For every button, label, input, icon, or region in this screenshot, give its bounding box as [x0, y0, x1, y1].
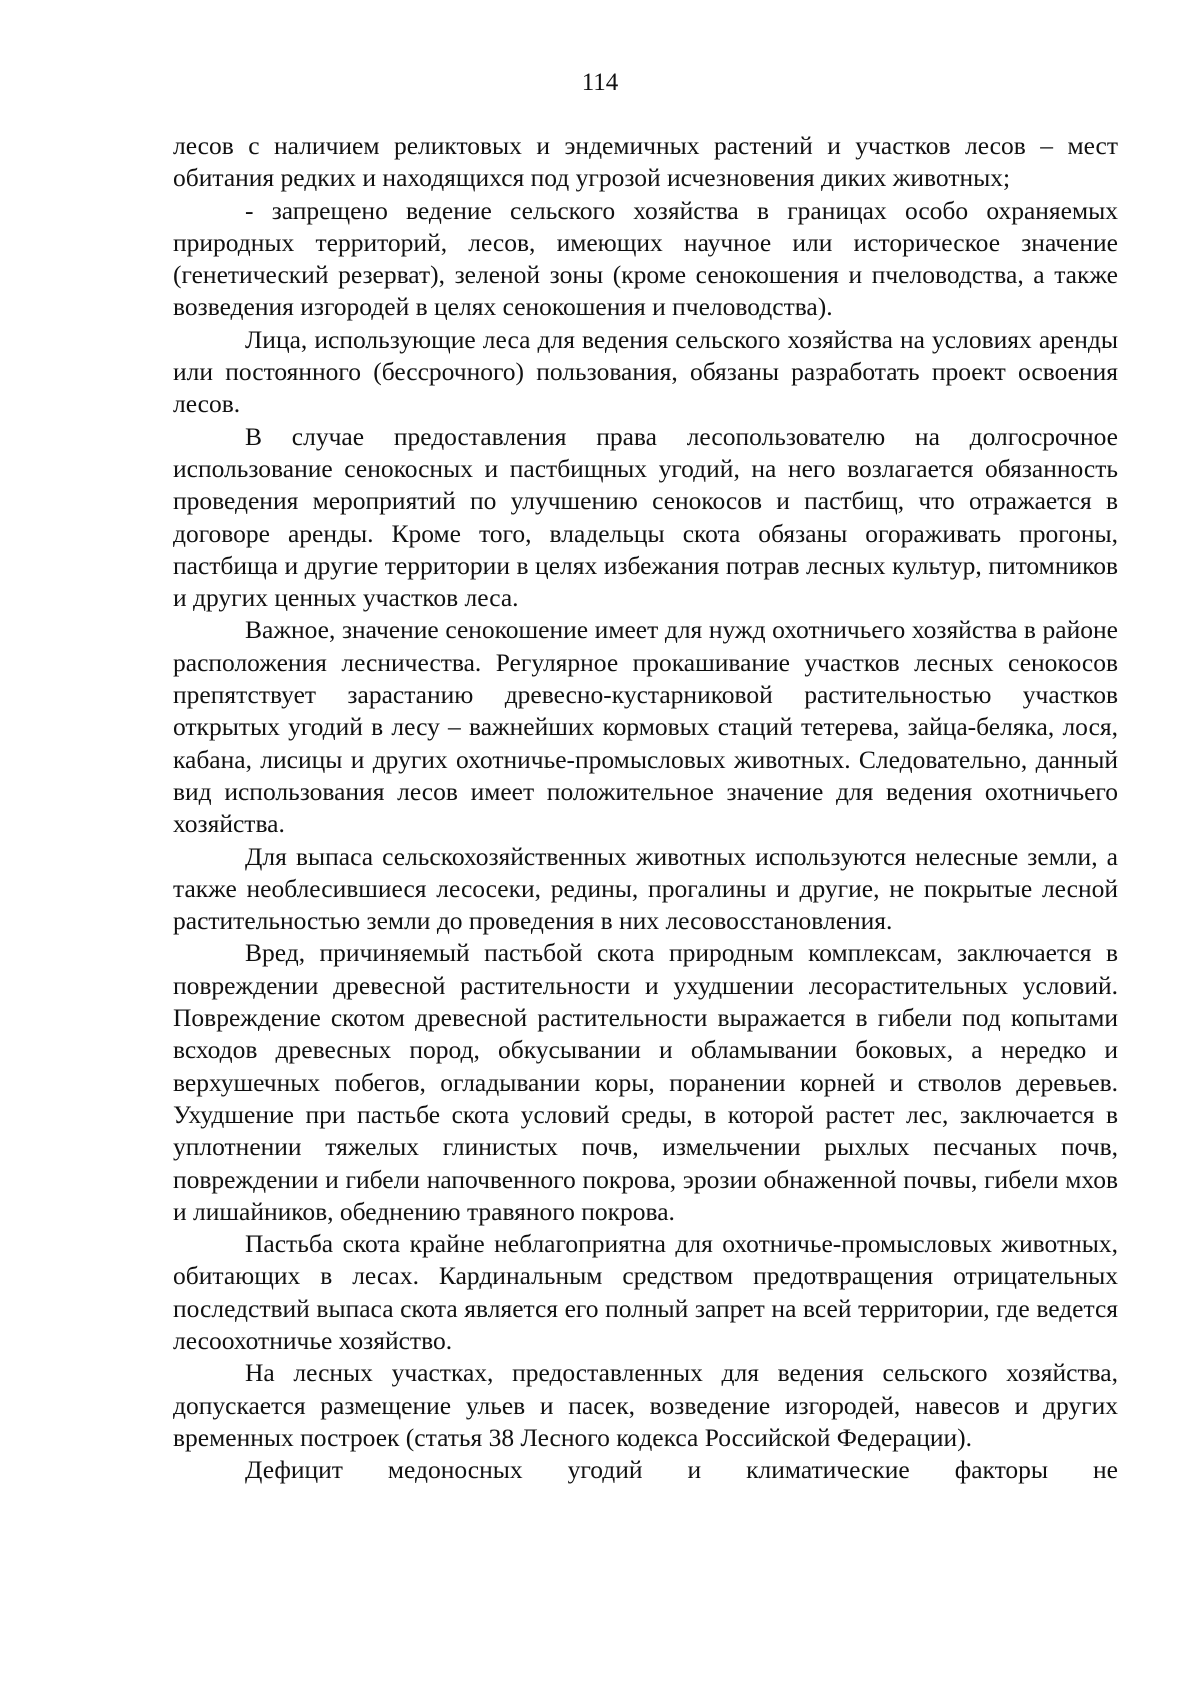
paragraph: В случае предоставления права лесопользователю на долгосрочное использование сенокосных и пастбищных угодий, на него возлагается обязанность проведения мероприятий по улучшению сенокосов и пастбищ, что отражается в договоре аренды. Кроме того, владельцы скота обязаны огораживать прогоны, пастбища и другие территории в целях избежания потрав лесных культур, питомников и других ценных участков леса. [173, 421, 1118, 613]
document-body [173, 130, 1118, 1486]
list-item-paragraph: - запрещено ведение сельского хозяйства в границах особо охраняемых природных территорий, лесов, имеющих научное или историческое значение (генетический резерват), зеленой зоны (кроме сенокошения и пчеловодства, а также возведения изгородей в целях сенокошения и пчеловодства). [173, 195, 1118, 322]
paragraph: Для выпаса сельскохозяйственных животных используются нелесные земли, а также необлесившиеся лесосеки, редины, прогалины и другие, не покрытые лесной растительностью земли до проведения в них лесовосстановления. [173, 841, 1118, 936]
paragraph: Пастьба скота крайне неблагоприятна для охотничье-промысловых животных, обитающих в лесах. Кардинальным средством предотвращения отрицательных последствий выпаса скота является его полный запрет на всей территории, где ведется лесоохотничье хозяйство. [173, 1229, 1118, 1355]
paragraph: Вред, причиняемый пастьбой скота природным комплексам, заключается в повреждении древесной растительности и ухудшении лесорастительных условий. Повреждение скотом древесной растительности выражается в гибели под копытами всходов древесных пород, обкусывании и обламывании боковых, а нередко и верхушечных побегов, огладывании коры, поранении корней и стволов деревьев. Ухудшение при пастьбе скота условий среды, в которой растет лес, заключается в уплотнении тяжелых глинистых почв, измельчении рыхлых песчаных почв, повреждении и гибели напочвенного покрова, эрозии обнаженной почвы, гибели мхов и лишайников, обеднению травяного покрова. [173, 938, 1118, 1226]
paragraph: Важное, значение сенокошение имеет для нужд охотничьего хозяйства в районе расположения лесничества. Регулярное прокашивание участков лесных сенокосов препятствует зарастанию древесно-кустарниковой растительностью участков открытых угодий в лесу – важнейших кормовых стаций тетерева, зайца-беляка, лося, кабана, лисицы и других охотничье-промысловых животных. Следовательно, данный вид использования лесов имеет положительное значение для ведения охотничьего хозяйства. [173, 615, 1118, 839]
paragraph: На лесных участках, предоставленных для ведения сельского хозяйства, допускается размещение ульев и пасек, возведение изгородей, навесов и других временных построек (статья 38 Лесного кодекса Российской Федерации). [173, 1358, 1118, 1452]
paragraph-continued: Дефицит медоносных угодий и климатические факторы не [245, 1455, 1118, 1485]
paragraph: лесов с наличием реликтовых и эндемичных растений и участков лесов – мест обитания редких и находящихся под угрозой исчезновения диких животных; [173, 131, 1118, 193]
page-number: 114 [581, 69, 619, 96]
paragraph: Лица, использующие леса для ведения сельского хозяйства на условиях аренды или постоянного (бессрочного) пользования, обязаны разработать проект освоения лесов. [173, 324, 1118, 419]
